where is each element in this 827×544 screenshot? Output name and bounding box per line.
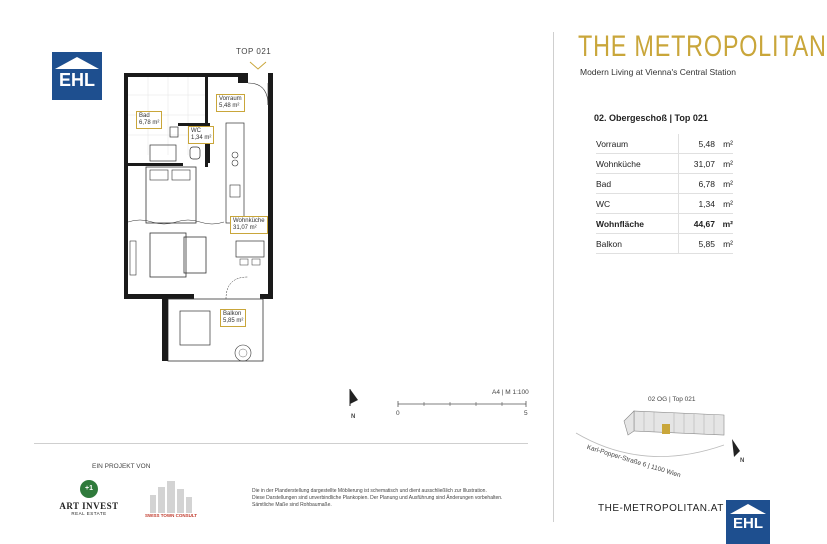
row-value: 5,85 (679, 234, 716, 254)
disclaimer (252, 488, 532, 509)
row-unit: m² (715, 134, 733, 154)
row-name: Vorraum (596, 134, 679, 154)
row-name: WC (596, 194, 679, 214)
room-area: 5,85 m² (223, 318, 244, 324)
disclaimer-line: Diese Darstellungen sind unverbindliche Plankopien. Der Planung und Ausführung sind Änderungen vorbehalten. (252, 495, 503, 501)
room-label-bad (136, 111, 162, 129)
table-row (596, 174, 733, 194)
ehl-logo-top (52, 52, 102, 100)
room-name: Wohnküche (233, 218, 265, 224)
top-label: TOP 021 (236, 47, 272, 56)
room-label-balkon (220, 309, 246, 327)
table-row (596, 194, 733, 214)
skyline-icon (146, 481, 196, 513)
vertical-divider (553, 32, 554, 522)
room-area: 1,34 m² (191, 135, 212, 141)
unit-table-title: 02. Obergeschoß | Top 021 (594, 113, 708, 123)
disclaimer-line: Sämtliche Maße sind Rohbaumaße. (252, 502, 332, 508)
brand-title: THE METROPOLITAN (578, 30, 827, 63)
scale-tick-5: 5 (524, 410, 528, 417)
room-label-wc (188, 126, 214, 144)
swiss-town-consult-logo (142, 481, 200, 518)
scale-tick-0: 0 (396, 410, 400, 417)
key-plan-north: N (740, 458, 745, 464)
project-by-label: EIN PROJEKT VON (92, 463, 151, 470)
ehl-logo-bottom (726, 500, 770, 544)
room-label-vorraum (216, 94, 245, 112)
area-table (596, 134, 733, 254)
row-unit: m² (715, 174, 733, 194)
key-plan-street: Karl-Popper-Straße 6 | 1100 Wien (585, 444, 682, 480)
row-unit: m² (715, 154, 733, 174)
room-name: Vorraum (219, 96, 242, 102)
disclaimer-line: Die in der Planderstellung dargestellte Möblierung ist schematisch und dient ausschließlich zur Illustration. (252, 488, 487, 494)
room-name: Balkon (223, 311, 242, 317)
row-name: Wohnküche (596, 154, 679, 174)
room-label-wohnkueche (230, 216, 268, 234)
ehl-logo-text: EHL (59, 70, 95, 90)
scale-bar (396, 400, 530, 408)
swiss-name: SWISS TOWN CONSULT (144, 513, 198, 518)
table-row (596, 134, 733, 154)
art-invest-sub: REAL ESTATE (71, 511, 107, 516)
row-name: Bad (596, 174, 679, 194)
art-invest-name: ART INVEST (59, 501, 119, 511)
table-row (596, 234, 733, 254)
art-invest-logo (56, 480, 122, 516)
footer-divider (34, 443, 528, 444)
row-value: 6,78 (679, 174, 716, 194)
room-area: 31,07 m² (233, 225, 257, 231)
row-name: Wohnfläche (596, 214, 679, 234)
key-plan (574, 405, 744, 467)
row-value: 5,48 (679, 134, 716, 154)
row-value: 44,67 (679, 214, 716, 234)
website-link[interactable]: THE-METROPOLITAN.AT (598, 503, 724, 514)
room-name: WC (191, 128, 201, 134)
room-area: 6,78 m² (139, 120, 160, 126)
table-row-total (596, 214, 733, 234)
row-value: 1,34 (679, 194, 716, 214)
scale-label: A4 | M 1:100 (492, 389, 529, 396)
row-name: Balkon (596, 234, 679, 254)
north-label: N (351, 414, 356, 420)
north-arrow-icon (346, 388, 360, 410)
floor-plan (110, 55, 300, 375)
room-area: 5,48 m² (219, 103, 240, 109)
row-unit: m² (715, 214, 733, 234)
row-value: 31,07 (679, 154, 716, 174)
room-name: Bad (139, 113, 150, 119)
key-plan-label: 02 OG | Top 021 (648, 396, 696, 403)
brand-subtitle: Modern Living at Vienna's Central Station (580, 67, 736, 77)
row-unit: m² (715, 234, 733, 254)
ehl-logo-text: EHL (733, 515, 763, 532)
art-invest-emblem-icon: +1 (80, 480, 98, 498)
row-unit: m² (715, 194, 733, 214)
table-row (596, 154, 733, 174)
